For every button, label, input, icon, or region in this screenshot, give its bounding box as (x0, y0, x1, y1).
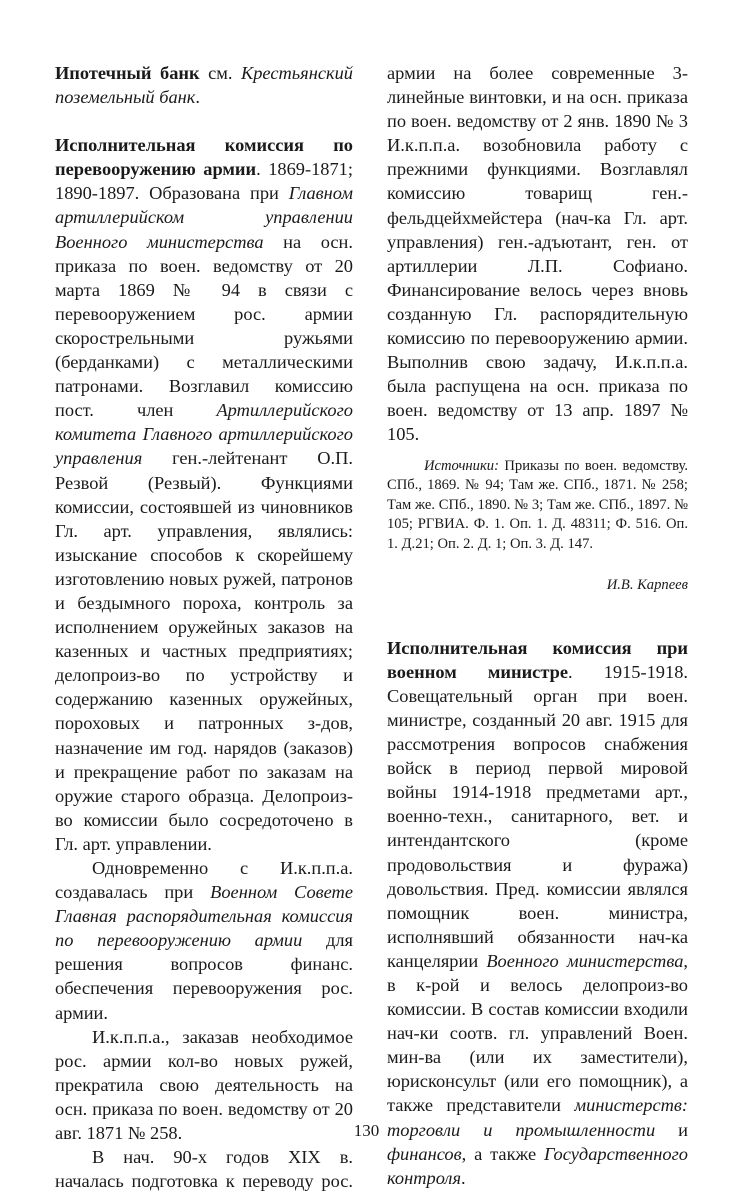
author-signature: И.В. Карпеев (606, 577, 688, 594)
cross-reference-link[interactable]: Главном артиллерийском управлении Военного министерства (55, 183, 353, 252)
sources-block (387, 457, 688, 555)
entry-paragraph (55, 133, 353, 856)
body-text: Одновременно с И.к.п.п.а. создавалась при (55, 858, 353, 903)
entry-headword: Ипотечный банк (55, 63, 200, 83)
cross-reference-link[interactable]: Артиллерийского комитета Главного артиллерийского управления (55, 400, 353, 469)
body-text: на осн. приказа по воен. ведомству от 20 марта 1869 № 94 в связи с перевооружением рос. армии скорострельными ружьями (берданками) с металлическими патронами. Возглавил комиссию пост. член (55, 231, 353, 421)
cross-reference-link[interactable]: финансов (387, 1143, 462, 1164)
spacer (55, 109, 353, 133)
entry-paragraph (55, 856, 353, 1025)
entry-headword: Исполнительная комиссия по перевооружению армии (55, 135, 353, 180)
entry-ispolnitelnaya-komissiya-perevooruzhenie (55, 133, 353, 1193)
cross-reference-link[interactable]: Государственного контроля (387, 1143, 688, 1188)
see-reference-link[interactable]: Крестьянский поземельный банк (55, 63, 353, 108)
entry-paragraph-continued: армии на более современные 3-линейные винтовки, и на осн. приказа по воен. ведомству от 2 янв. 1890 № 3 И.к.п.п.а. возобновила работу с прежними функциями. Возглавлял комиссию товарищ ген.-фельдцейхмейстера (нач-ка Гл. арт. управления) ген.-адъютант, ген. от артиллерии Л.П. Софиано. Финансирование велось через вновь созданную Гл. распорядительную комиссию по перевооружению армии. Выполнив свою задачу, И.к.п.п.а. была распущена на осн. приказа по воен. ведомству от 13 апр. 1897 № 105. (387, 63, 688, 445)
body-text: . 1869-1871; 1890-1897. Образована при (55, 159, 353, 204)
entry-paragraph (55, 61, 353, 109)
sources-label: Источники: (424, 457, 499, 474)
entry-paragraph: И.к.п.п.а., заказав необходимое рос. армии кол-во новых ружей, прекратила свою деятельность на осн. приказа по воен. ведомству от 20 авг. 1871 № 258. (55, 1026, 353, 1144)
cross-reference-link[interactable]: Военном Совете Главная распорядительная комиссия по перевооружению армии (55, 882, 353, 951)
see-reference-prefix: см. (199, 63, 242, 83)
entry-ispolnitelnaya-komissiya-pri-ministre (387, 636, 688, 1190)
entry-headword: Исполнительная комиссия при военном министре (387, 637, 688, 682)
body-text: ген.-лейтенант О.П. Резвой (Резвый). Функциями комиссии, состоявшей из чиновников Гл. арт. управления, являлись: изыскание способов к скорейшему изготовлению новых ружей, патронов и бездымного пороха, контроль за исполнением оружейных заказов на казенных и частных предприятиях; делопроиз-во по устройству и содержанию казенных оружейных, пороховых и патронных з-дов, назначение им год. нарядов (заказов) и прекращение работ по заказам на оружие старого образца. Делопроиз-во комиссии было сосредоточено в Гл. арт. управлении. (55, 448, 353, 854)
body-text: , а также (461, 1143, 545, 1164)
body-text: , в к-рой и велось делопроиз-во комиссии. В состав комиссии входили нач-ки соотв. гл. управлений Воен. мин-ва (или их заместители), юрисконсульт (или его помощник), а также представители (387, 950, 688, 1116)
entry-ipotechny-bank (55, 61, 353, 109)
body-text: для решения вопросов финанс. обеспечения перевооружения рос. армии. (55, 930, 353, 1023)
body-text: . (461, 1167, 466, 1188)
spacer (387, 611, 688, 636)
entry-paragraph: В нач. 90-х годов XIX в. началась подготовка к переводу рос. (55, 1147, 353, 1192)
page-number: 130 (353, 1121, 380, 1140)
body-text: . 1915-1918. Совещательный орган при воен. министре, созданный 20 авг. 1915 для рассмотрения вопросов снабжения войск в период первой мировой войны 1914-1918 предметами арт., военно-техн., санитарного, вет. и интендантского (кроме продовольствия и фуража) довольствия. Пред. комиссии являлся помощник воен. министра, исполнявший обязанности нач-ка канцелярии (387, 661, 688, 971)
cross-reference-link[interactable]: министерств: торговли и промышленности (387, 1095, 688, 1140)
cross-reference-link[interactable]: Военного министерства (486, 950, 684, 971)
sources-text: Приказы по воен. ведомству. СПб., 1869. № 94; Там же. СПб., 1871. № 258; Там же. СПб., 1890. № 3; Там же. СПб., 1897. № 105; РГВИА. Ф. 1. Оп. 1. Д. 48311; Ф. 516. Оп. 1. Д.21; Оп. 2. Д. 1; Оп. 3. Д. 147. (387, 457, 688, 552)
left-column (55, 61, 353, 1193)
punctuation: . (195, 87, 201, 108)
right-column (387, 61, 688, 1190)
body-text: и (655, 1119, 688, 1140)
